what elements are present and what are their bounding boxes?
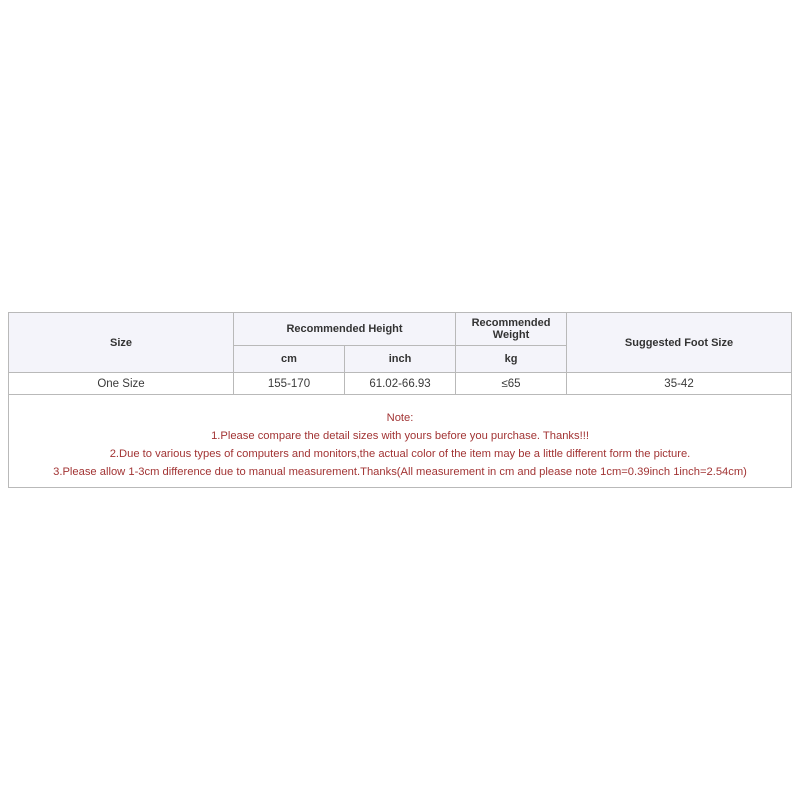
header-unit-inch: inch — [345, 346, 456, 373]
note-line-2: 2.Due to various types of computers and monitors,the actual color of the item may be a little different form the picture. — [109, 447, 691, 460]
note-line-1: 1.Please compare the detail sizes with yours before you purchase. Thanks!!! — [211, 429, 589, 442]
table-row — [9, 373, 792, 395]
header-row-primary — [9, 313, 792, 346]
header-suggested-foot-size: Suggested Foot Size — [567, 313, 792, 373]
cell-height-inch: 61.02-66.93 — [345, 373, 456, 395]
notes-row — [9, 395, 792, 488]
header-recommended-weight: Recommended Weight — [456, 313, 567, 346]
note-line-3: 3.Please allow 1-3cm difference due to manual measurement.Thanks(All measurement in cm and please note 1cm=0.39inch 1inch=2.54cm) — [53, 465, 747, 478]
header-size: Size — [9, 313, 234, 373]
header-unit-cm: cm — [234, 346, 345, 373]
size-chart-table — [8, 312, 792, 488]
cell-weight-kg: ≤65 — [456, 373, 567, 395]
header-unit-kg: kg — [456, 346, 567, 373]
cell-size: One Size — [9, 373, 234, 395]
cell-foot-size: 35-42 — [567, 373, 792, 395]
notes-cell — [9, 395, 792, 488]
note-title: Note: — [386, 411, 414, 424]
cell-height-cm: 155-170 — [234, 373, 345, 395]
header-recommended-height: Recommended Height — [234, 313, 456, 346]
